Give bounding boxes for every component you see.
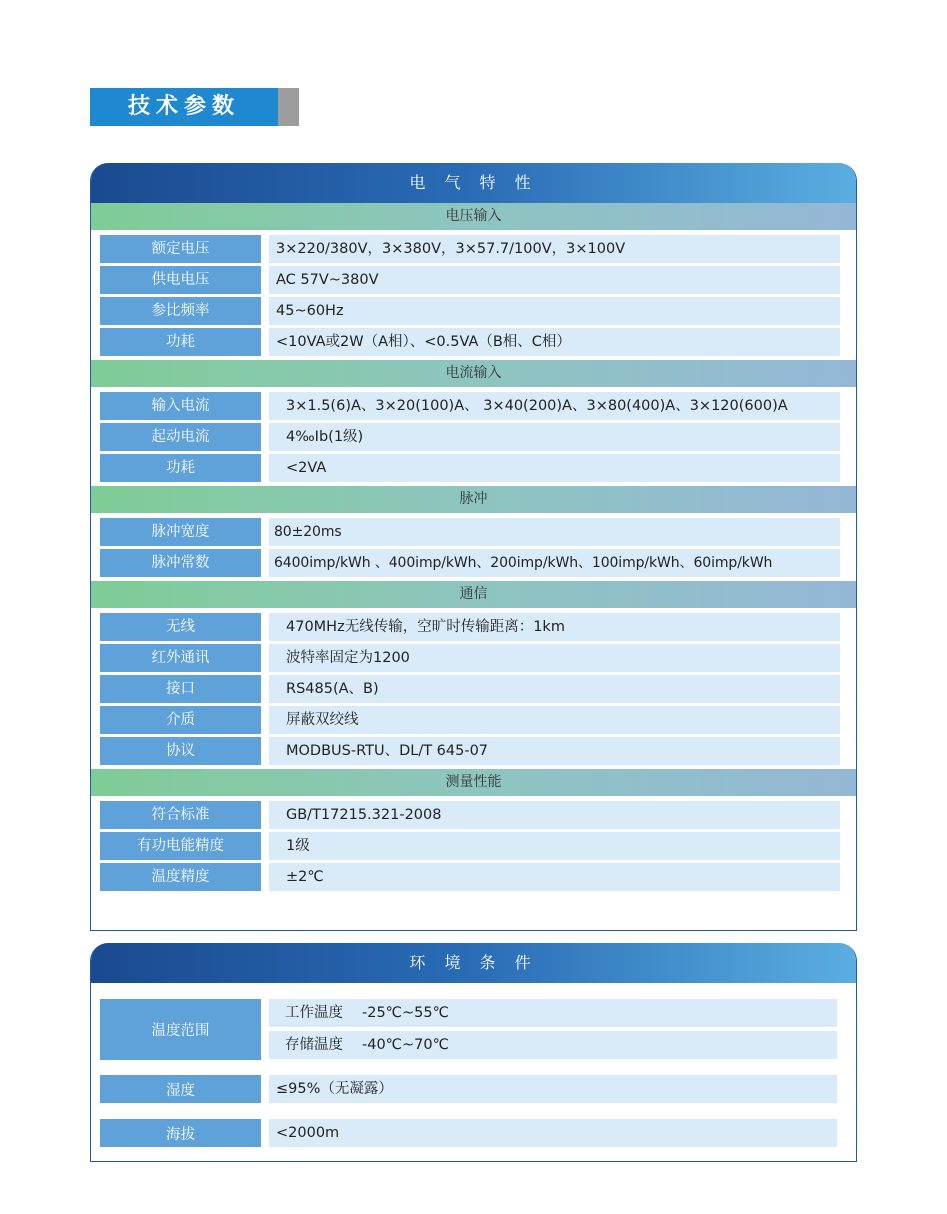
row-value: <2VA [269,454,840,482]
table-row [91,643,856,674]
row-value: 波特率固定为1200 [269,644,840,672]
row-label: 红外通讯 [100,644,261,672]
section-title: 脉冲 [91,486,856,513]
table-row [91,422,856,453]
row-value: ±2℃ [269,863,840,891]
storage-temperature-key: 存储温度 [285,1037,343,1053]
working-temperature-value: -25℃~55℃ [362,1005,449,1021]
section-title: 电压输入 [91,203,856,230]
current-input-section [91,360,856,486]
row-value: 1级 [269,832,840,860]
row-value: 470MHz无线传输，空旷时传输距离：1km [269,613,840,641]
table-row [91,327,856,358]
table-row [91,612,856,643]
table-row [91,391,856,422]
working-temperature-key: 工作温度 [285,1005,343,1021]
environment-body [91,983,856,1161]
row-value: 屏蔽双绞线 [269,706,840,734]
altitude-value: <2000m [269,1119,837,1147]
row-label: 输入电流 [100,392,261,420]
table-row [91,517,856,548]
temperature-range-label: 温度范围 [100,999,261,1060]
row-label: 符合标准 [100,801,261,829]
row-label: 脉冲宽度 [100,518,261,546]
page-title: 技术参数 [127,94,240,119]
row-label: 有功电能精度 [100,832,261,860]
electrical-panel [90,163,857,931]
row-label: 接口 [100,675,261,703]
voltage-input-section [91,203,856,360]
table-row [91,234,856,265]
row-label: 无线 [100,613,261,641]
environment-panel-header: 环 境 条 件 [91,943,856,983]
row-label: 脉冲常数 [100,549,261,577]
altitude-label: 海拔 [100,1119,261,1147]
section-title: 通信 [91,581,856,608]
humidity-value: ≤95%（无凝露） [269,1075,837,1103]
communication-section [91,581,856,769]
section-title: 电流输入 [91,360,856,387]
row-value: 6400imp/kWh 、400imp/kWh、200imp/kWh、100imp/kWh、60imp/kWh [269,549,840,577]
humidity-label: 湿度 [100,1075,261,1103]
storage-temperature-value: -40℃~70℃ [362,1037,449,1053]
working-temperature-row [269,999,837,1027]
environment-panel [90,943,857,1162]
row-value: 4‰Ib(1级) [269,423,840,451]
measurement-section [91,769,856,895]
row-value: 3×220/380V，3×380V，3×57.7/100V，3×100V [269,235,840,263]
row-value: RS485(A、B) [269,675,840,703]
row-label: 协议 [100,737,261,765]
electrical-panel-header: 电 气 特 性 [91,163,856,203]
row-value: GB/T17215.321-2008 [269,801,840,829]
table-row [91,800,856,831]
row-label: 功耗 [100,328,261,356]
row-label: 介质 [100,706,261,734]
table-row [91,831,856,862]
table-row [91,453,856,484]
table-row [91,548,856,579]
row-value: <10VA或2W（A相）、<0.5VA（B相、C相） [269,328,840,356]
section-title: 测量性能 [91,769,856,796]
row-value: 80±20ms [269,518,840,546]
table-row [91,265,856,296]
row-label: 参比频率 [100,297,261,325]
row-label: 温度精度 [100,863,261,891]
pulse-section [91,486,856,581]
row-value: AC 57V~380V [269,266,840,294]
table-row [91,296,856,327]
row-label: 供电电压 [100,266,261,294]
storage-temperature-row [269,1031,837,1059]
row-label: 起动电流 [100,423,261,451]
row-label: 额定电压 [100,235,261,263]
table-row [91,674,856,705]
page-title-banner [90,88,299,126]
table-row [91,736,856,767]
table-row [91,705,856,736]
row-label: 功耗 [100,454,261,482]
row-value: 3×1.5(6)A、3×20(100)A、 3×40(200)A、3×80(400)A、3×120(600)A [269,392,840,420]
table-row [91,862,856,893]
row-value: 45~60Hz [269,297,840,325]
row-value: MODBUS-RTU、DL/T 645-07 [269,737,840,765]
